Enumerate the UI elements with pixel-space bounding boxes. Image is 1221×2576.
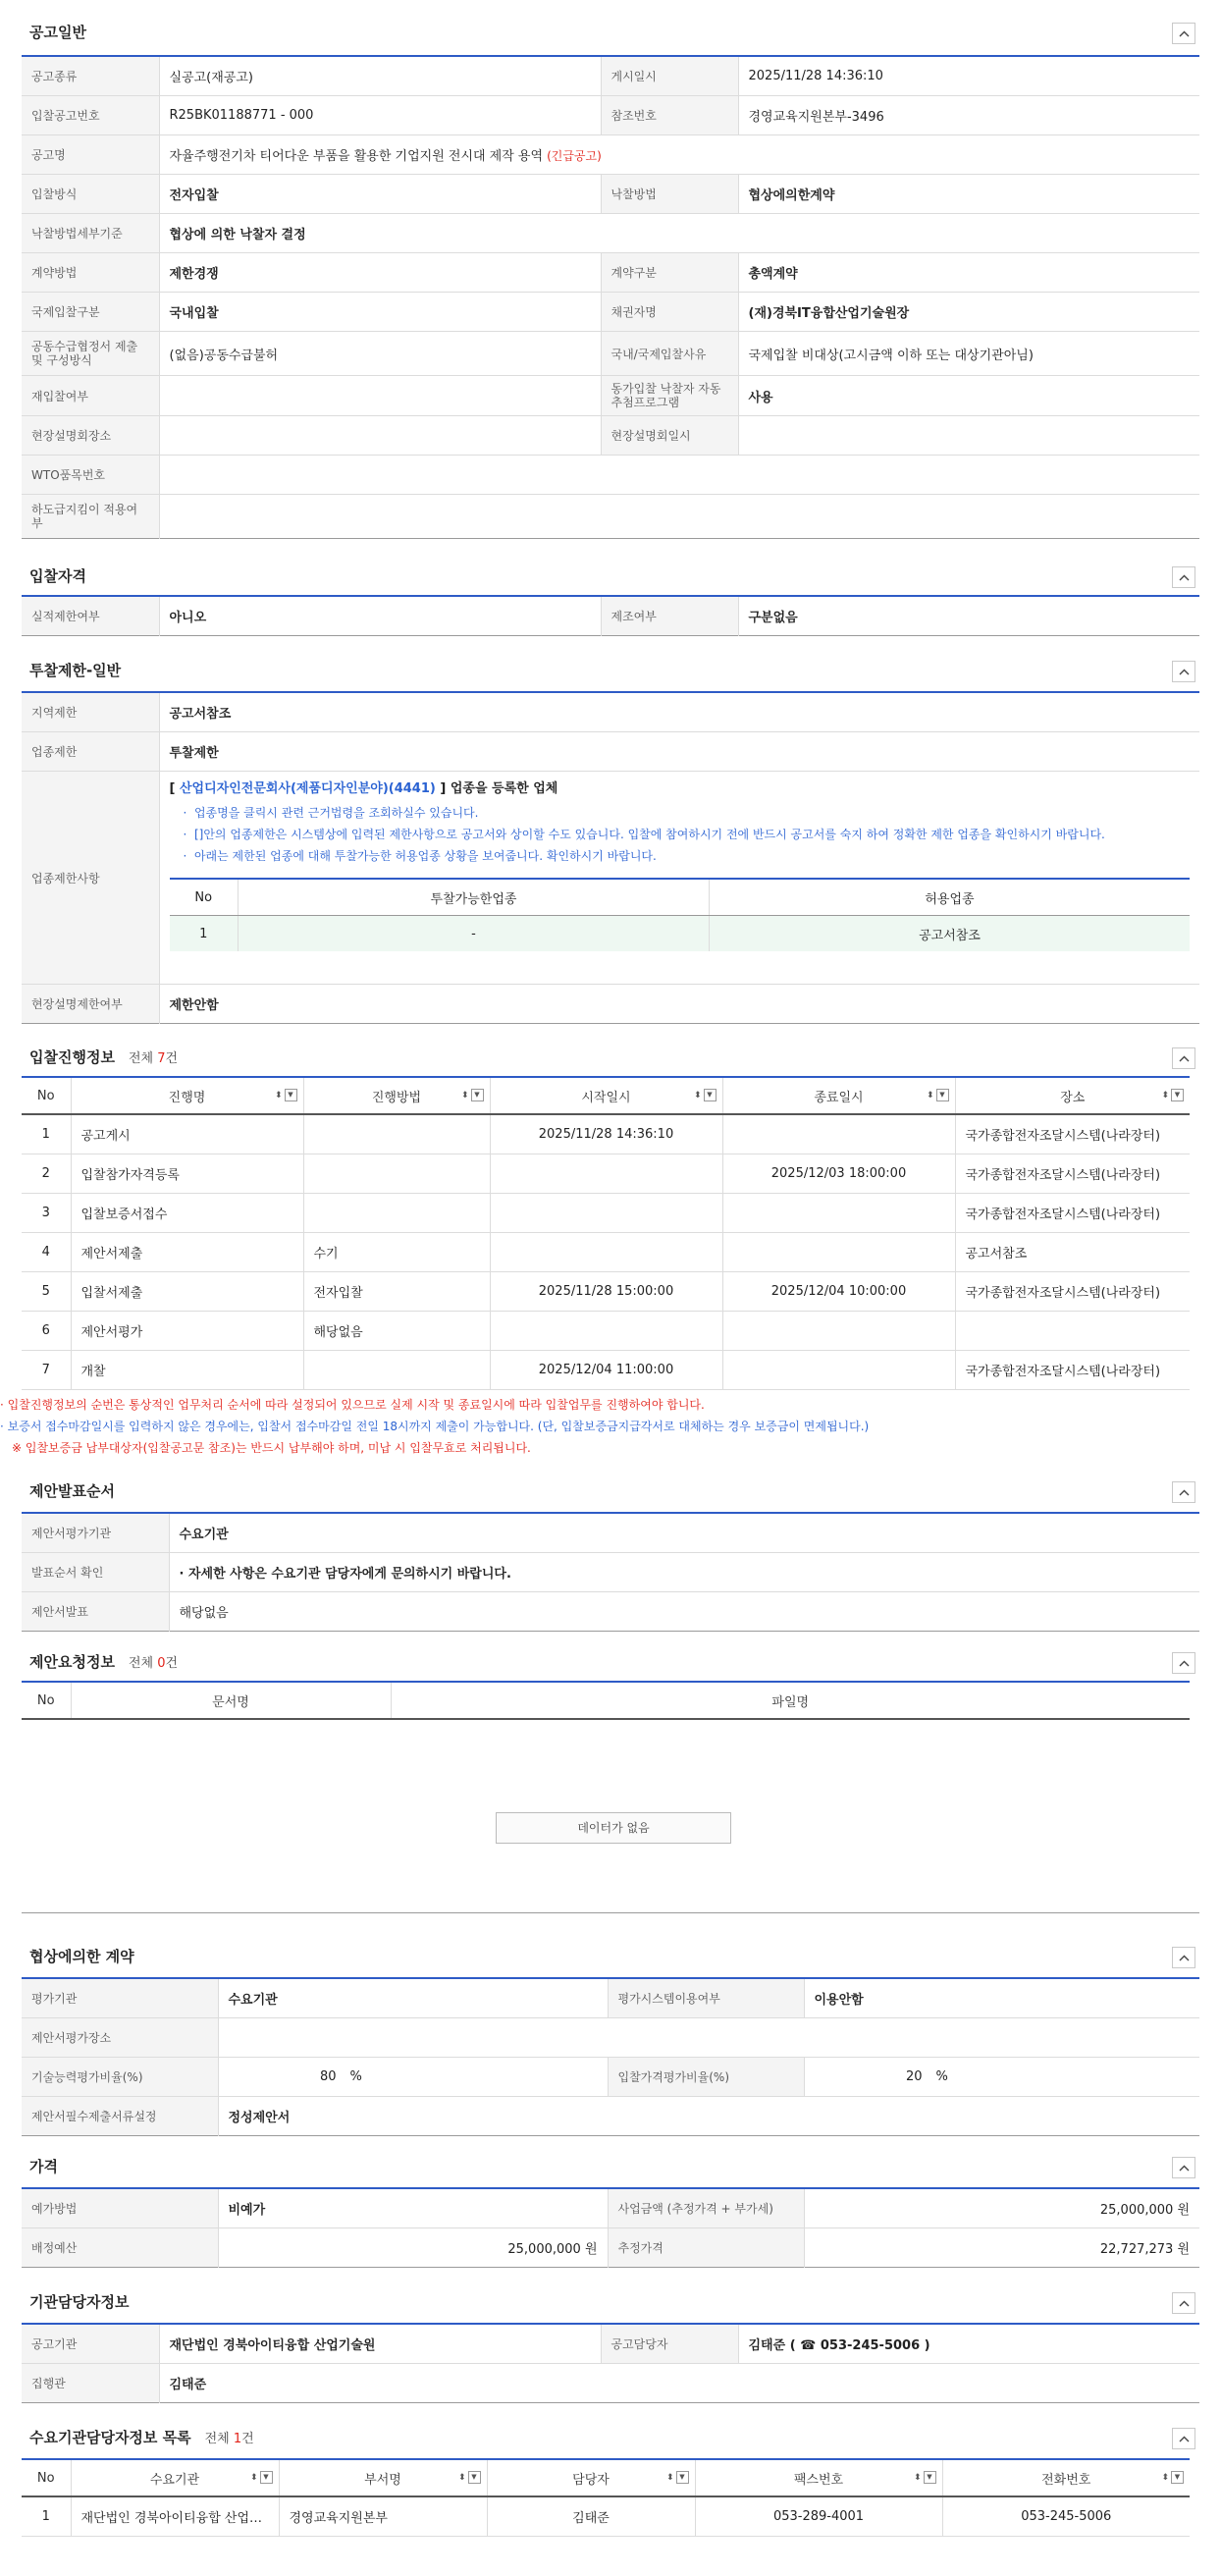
sort-control[interactable] <box>250 2471 273 2484</box>
cell <box>490 1194 722 1233</box>
section-restriction <box>22 652 1199 1025</box>
sort-icon[interactable]: ⬍ <box>457 2472 466 2483</box>
cell: 1 <box>22 1114 71 1154</box>
collapse-button[interactable] <box>1172 2157 1195 2178</box>
label: 제안서평가기관 <box>22 1513 169 1553</box>
value: 아니오 <box>159 596 601 636</box>
value: 투찰제한 <box>159 732 1199 772</box>
cell: 053-245-5006 <box>942 2496 1190 2537</box>
label: 발표순서 확인 <box>22 1553 169 1592</box>
collapse-button[interactable] <box>1172 2292 1195 2314</box>
label: 기술능력평가비율(%) <box>22 2058 218 2097</box>
cell: 제안서제출 <box>71 1233 303 1272</box>
count-number: 0 <box>157 1656 166 1671</box>
collapse-button[interactable] <box>1172 23 1195 44</box>
value: 공고서참조 <box>159 692 1199 732</box>
cell: 재단법인 경북아이티융합 산업… <box>71 2496 279 2537</box>
cell: 2025/12/04 11:00:00 <box>490 1351 722 1390</box>
cell <box>303 1351 490 1390</box>
cell: 2025/12/03 18:00:00 <box>722 1154 955 1194</box>
label: 사업금액 (추정가격 + 부가세) <box>608 2188 804 2228</box>
value: 협상에의한계약 <box>738 175 1199 214</box>
value: 제한경쟁 <box>159 253 601 293</box>
column-header-method[interactable] <box>303 1077 490 1114</box>
header-label: 진행명 <box>168 1090 206 1105</box>
industry-suffix: ] 업종을 등록한 업체 <box>435 781 558 796</box>
cell: 공고게시 <box>71 1114 303 1154</box>
value: 전자입찰 <box>159 175 601 214</box>
value: 정성제안서 <box>228 2111 291 2125</box>
chevron-up-icon <box>1179 30 1190 37</box>
value: (재)경북IT융합산업기술원장 <box>738 293 1199 332</box>
notice-name-text: 자율주행전기차 티어다운 부품을 활용한 기업지원 전시대 제작 용역 <box>169 149 544 164</box>
filter-dropdown-icon[interactable]: ▼ <box>936 1089 949 1101</box>
cell: 7 <box>22 1351 71 1390</box>
sort-control[interactable] <box>927 1089 949 1101</box>
column-header-name[interactable] <box>71 1077 303 1114</box>
count-suffix: 건 <box>165 1656 179 1671</box>
cell <box>303 1154 490 1194</box>
column-header-end[interactable] <box>722 1077 955 1114</box>
value: 재단법인 경북아이티융합 산업기술원 <box>159 2324 601 2364</box>
section-price <box>22 2148 1199 2266</box>
cell: 개찰 <box>71 1351 303 1390</box>
label: 평가시스템이용여부 <box>608 1978 804 2018</box>
table-row[interactable] <box>22 2496 1190 2537</box>
value: 경영교육지원본부-3496 <box>738 96 1199 135</box>
cell <box>490 1312 722 1351</box>
negotiation-table <box>22 1977 1199 2136</box>
label: 현장설명회일시 <box>601 416 738 456</box>
cell: 4 <box>22 1233 71 1272</box>
table-row[interactable] <box>22 1233 1190 1272</box>
header-label: 시작일시 <box>581 1090 631 1105</box>
column-header-no <box>22 2459 71 2496</box>
value <box>738 416 1199 456</box>
price-table <box>22 2187 1199 2268</box>
label: 업종제한 <box>22 732 159 772</box>
column-header-manager[interactable] <box>487 2459 695 2496</box>
sort-icon[interactable]: ⬍ <box>665 2472 674 2483</box>
column-header: No <box>22 1682 71 1719</box>
unit: % <box>935 2069 948 2084</box>
column-header: 투찰가능한업종 <box>239 879 710 916</box>
label: WTO품목번호 <box>22 456 159 495</box>
cell: 2025/11/28 14:36:10 <box>490 1114 722 1154</box>
cell <box>722 1114 955 1154</box>
cell: 전자입찰 <box>303 1272 490 1312</box>
notice-name <box>159 135 1199 175</box>
value: 총액계약 <box>738 253 1199 293</box>
chevron-up-icon <box>1179 669 1190 675</box>
cell: 국가종합전자조달시스템(나라장터) <box>955 1114 1190 1154</box>
label: 업종제한사항 <box>22 772 159 985</box>
value: 2025/11/28 14:36:10 <box>738 56 1199 96</box>
column-header-place[interactable] <box>955 1077 1190 1114</box>
cell: 2 <box>22 1154 71 1194</box>
header-label: 부서명 <box>364 2472 401 2488</box>
count-suffix: 건 <box>241 2432 254 2446</box>
value: R25BK01188771 - 000 <box>159 96 601 135</box>
label: 채권자명 <box>601 293 738 332</box>
allowed-industry-table <box>170 878 1191 951</box>
label: 제조여부 <box>601 596 738 636</box>
label: 낙찰방법세부기준 <box>22 214 159 253</box>
cell: 국가종합전자조달시스템(나라장터) <box>955 1272 1190 1312</box>
cell <box>490 1233 722 1272</box>
cell: 053-289-4001 <box>695 2496 942 2537</box>
sort-icon[interactable]: ⬍ <box>460 1090 469 1100</box>
price-ratio-value: 20 <box>905 2069 923 2084</box>
cell: 해당없음 <box>303 1312 490 1351</box>
chevron-up-icon <box>1179 1955 1190 1961</box>
label: 현장설명제한여부 <box>22 985 159 1024</box>
filter-dropdown-icon[interactable]: ▼ <box>704 1089 717 1101</box>
label: 게시일시 <box>601 56 738 96</box>
label: 공고기관 <box>22 2324 159 2364</box>
cell: 경영교육지원본부 <box>279 2496 487 2537</box>
value: · 자세한 사항은 수요기관 담당자에게 문의하시기 바랍니다. <box>169 1553 1199 1592</box>
cell: 2025/12/04 10:00:00 <box>722 1272 955 1312</box>
sort-icon[interactable]: ⬍ <box>913 2472 922 2483</box>
cell: 입찰참가자격등록 <box>71 1154 303 1194</box>
collapse-button[interactable] <box>1172 566 1195 588</box>
cell: 공고서참조 <box>955 1233 1190 1272</box>
industry-detail <box>159 772 1199 985</box>
sort-control[interactable] <box>461 1089 484 1101</box>
section-proposal-request <box>22 1643 1199 1914</box>
title-text: 입찰진행정보 <box>29 1048 115 1066</box>
label: 집행관 <box>22 2364 159 2403</box>
label: 국제입찰구분 <box>22 293 159 332</box>
count-prefix: 전체 <box>128 1656 158 1671</box>
note-text: []안의 업종제한은 시스템상에 입력된 제한사항으로 공고서와 상이할 수도 있습니다. 입찰에 참여하시기 전에 반드시 공고서를 숙지 하여 정확한 제한 업종을 확인하시기 바랍니다. <box>193 828 1105 841</box>
table-row[interactable] <box>22 1194 1190 1233</box>
header-label: No <box>36 1088 55 1103</box>
urgent-badge: (긴급공고) <box>547 149 602 163</box>
value <box>159 416 601 456</box>
sort-control[interactable] <box>1161 1089 1184 1101</box>
column-header: 파일명 <box>391 1682 1190 1719</box>
restriction-table <box>22 691 1199 1024</box>
sort-control[interactable] <box>914 2471 936 2484</box>
label: 계약구분 <box>601 253 738 293</box>
value: 국제입찰 비대상(고시금액 이하 또는 대상기관아님) <box>738 332 1199 376</box>
industry-notes <box>170 804 1191 864</box>
sort-icon[interactable]: ⬍ <box>249 2472 258 2483</box>
section-title <box>29 1651 178 1672</box>
empty-state: 데이터가 없음 <box>496 1812 731 1844</box>
label: 참조번호 <box>601 96 738 135</box>
section-negotiation <box>22 1938 1199 2134</box>
label: 제안서발표 <box>22 1592 169 1632</box>
note-text: 아래는 제한된 업종에 대해 투찰가능한 허용업종 상황을 보여줍니다. 확인하시기 바랍니다. <box>193 849 657 863</box>
collapse-button[interactable] <box>1172 1481 1195 1503</box>
section-title <box>29 1046 178 1067</box>
column-header-phone[interactable] <box>942 2459 1190 2496</box>
header-label: 종료일시 <box>814 1090 864 1105</box>
table-row[interactable] <box>22 1351 1190 1390</box>
filter-dropdown-icon[interactable]: ▼ <box>924 2471 936 2484</box>
section-title: 가격 <box>29 2158 58 2175</box>
sort-icon[interactable]: ⬍ <box>274 1090 283 1100</box>
count-prefix: 전체 <box>128 1051 158 1066</box>
proposal-order-table <box>22 1512 1199 1632</box>
column-header: 문서명 <box>71 1682 391 1719</box>
section-progress <box>0 1039 1199 1471</box>
section-qualification <box>22 558 1199 636</box>
label: 제안서평가장소 <box>22 2018 218 2058</box>
column-header-no <box>22 1077 71 1114</box>
agency-table <box>22 2323 1199 2403</box>
sort-control[interactable] <box>1161 2471 1184 2484</box>
label: 공동수급협정서 제출 및 구성방식 <box>22 332 159 376</box>
collapse-button[interactable] <box>1172 1652 1195 1674</box>
progress-note: · 보증서 접수마감일시를 입력하지 않은 경우에는, 입찰서 접수마감일 전일 18시까지 제출이 가능합니다. (단, 입찰보증금지급각서로 대체하는 경우 보증금이 면제됩니다.) <box>0 1420 870 1433</box>
column-header: No <box>170 879 239 916</box>
label: 평가기관 <box>22 1978 218 2018</box>
list-item: · []안의 업종제한은 시스템상에 입력된 제한사항으로 공고서와 상이할 수도 있습니다. 입찰에 참여하시기 전에 반드시 공고서를 숙지 하여 정확한 제한 업종을 확인하시기 바랍니다. <box>183 828 1105 841</box>
chevron-up-icon <box>1179 574 1190 581</box>
cell: 6 <box>22 1312 71 1351</box>
header-label: 전화번호 <box>1041 2472 1091 2488</box>
label: 추정가격 <box>608 2228 804 2268</box>
cell <box>722 1312 955 1351</box>
label: 공고종류 <box>22 56 159 96</box>
section-title: 제안발표순서 <box>29 1482 115 1500</box>
value: 수요기관 <box>218 1978 608 2018</box>
value: (없음)공동수급불허 <box>159 332 601 376</box>
header-label: 팩스번호 <box>793 2472 844 2488</box>
column-header-start[interactable] <box>490 1077 722 1114</box>
table-row[interactable] <box>22 1312 1190 1351</box>
value <box>159 495 1199 539</box>
label: 동가입찰 낙찰자 자동추첨프로그램 <box>601 376 738 416</box>
column-header-dept[interactable] <box>279 2459 487 2496</box>
section-title: 협상에의한 계약 <box>29 1948 134 1965</box>
value: 22,727,273 원 <box>1099 2242 1190 2257</box>
divider <box>22 1912 1199 1913</box>
sort-control[interactable] <box>275 1089 297 1101</box>
progress-note: · 입찰진행정보의 순번은 통상적인 업무처리 순서에 따라 설정되어 있으므로 실제 시작 및 종료일시에 따라 입찰업무를 진행하여야 합니다. <box>0 1398 705 1412</box>
filter-dropdown-icon[interactable]: ▼ <box>676 2471 689 2484</box>
cell <box>303 1114 490 1154</box>
chevron-up-icon <box>1179 2300 1190 2307</box>
table-row[interactable] <box>22 1114 1190 1154</box>
label: 공고담당자 <box>601 2324 738 2364</box>
section-proposal-order <box>22 1473 1199 1630</box>
progress-grid <box>22 1076 1190 1390</box>
chevron-up-icon <box>1179 2436 1190 2442</box>
count <box>129 1051 178 1066</box>
tech-ratio-value: 80 <box>319 2069 337 2084</box>
value: 김태준 <box>169 2378 207 2392</box>
label: 예가방법 <box>22 2188 218 2228</box>
sort-icon[interactable]: ⬍ <box>926 1090 934 1100</box>
column-header: 허용업종 <box>710 879 1191 916</box>
note-text: 업종명을 클릭시 관련 근거법령을 조회하실수 있습니다. <box>193 806 479 820</box>
list-item: · 업종명을 클릭시 관련 근거법령을 조회하실수 있습니다. <box>183 806 479 820</box>
cell <box>722 1194 955 1233</box>
chevron-up-icon <box>1179 1489 1190 1496</box>
value: 협상에 의한 낙찰자 결정 <box>159 214 1199 253</box>
collapse-button[interactable] <box>1172 2428 1195 2449</box>
filter-dropdown-icon[interactable]: ▼ <box>1171 1089 1184 1101</box>
label: 입찰공고번호 <box>22 96 159 135</box>
section-title: 공고일반 <box>29 24 86 41</box>
cell: 입찰서제출 <box>71 1272 303 1312</box>
label: 실적제한여부 <box>22 596 159 636</box>
value: 25,000,000 원 <box>218 2228 608 2268</box>
list-item: · 아래는 제한된 업종에 대해 투찰가능한 허용업종 상황을 보여줍니다. 확인하시기 바랍니다. <box>183 849 657 863</box>
collapse-button[interactable] <box>1172 661 1195 682</box>
label: 입찰가격평가비율(%) <box>608 2058 804 2097</box>
value: 국내입찰 <box>159 293 601 332</box>
table-row[interactable] <box>22 1272 1190 1312</box>
label: 배정예산 <box>22 2228 218 2268</box>
value: 김태준 ( ☎ 053-245-5006 ) <box>738 2324 1199 2364</box>
value: 해당없음 <box>179 1606 229 1621</box>
qualification-table <box>22 595 1199 636</box>
section-general <box>22 14 1199 544</box>
sort-icon[interactable]: ⬍ <box>1161 2472 1169 2483</box>
general-table <box>22 55 1199 539</box>
cell: 5 <box>22 1272 71 1312</box>
label: 하도급지킴이 적용여부 <box>22 495 159 539</box>
cell: 1 <box>170 916 239 952</box>
label: 제안서필수제출서류설정 <box>22 2097 218 2136</box>
label: 지역제한 <box>22 692 159 732</box>
cell: 국가종합전자조달시스템(나라장터) <box>955 1194 1190 1233</box>
value: 제한안함 <box>169 998 219 1013</box>
cell: 3 <box>22 1194 71 1233</box>
value: 사용 <box>738 376 1199 416</box>
sort-icon[interactable]: ⬍ <box>1161 1090 1169 1100</box>
cell: 1 <box>22 2496 71 2537</box>
sort-control[interactable] <box>666 2471 689 2484</box>
sort-control[interactable] <box>458 2471 481 2484</box>
label: 공고명 <box>22 135 159 175</box>
count-suffix: 건 <box>165 1051 179 1066</box>
cell: 수기 <box>303 1233 490 1272</box>
value: 이용안함 <box>804 1978 1199 2018</box>
filter-dropdown-icon[interactable]: ▼ <box>1171 2471 1184 2484</box>
value: 비예가 <box>218 2188 608 2228</box>
chevron-up-icon <box>1179 1055 1190 1062</box>
header-label: 진행방법 <box>371 1090 422 1105</box>
column-header-fax[interactable] <box>695 2459 942 2496</box>
column-header-org[interactable] <box>71 2459 279 2496</box>
collapse-button[interactable] <box>1172 1047 1195 1069</box>
count-number: 7 <box>157 1051 166 1066</box>
cell: 국가종합전자조달시스템(나라장터) <box>955 1154 1190 1194</box>
header-label: 담당자 <box>572 2472 610 2488</box>
industry-link[interactable]: 산업디자인전문회사(제품디자인분야)(4441) <box>179 781 436 796</box>
section-title: 기관담당자정보 <box>29 2293 130 2311</box>
cell <box>722 1351 955 1390</box>
table-row[interactable] <box>22 1154 1190 1194</box>
bracket: [ <box>169 781 180 796</box>
value: 수요기관 <box>169 1513 1199 1553</box>
price-ratio <box>804 2058 1199 2097</box>
count-prefix: 전체 <box>204 2432 234 2446</box>
sort-icon[interactable]: ⬍ <box>693 1090 702 1100</box>
filter-dropdown-icon[interactable]: ▼ <box>468 2471 481 2484</box>
progress-note: ※ 입찰보증금 납부대상자(입찰공고문 참조)는 반드시 납부해야 하며, 미납 시 입찰무효로 처리됩니다. <box>12 1441 531 1455</box>
cell <box>490 1154 722 1194</box>
filter-dropdown-icon[interactable]: ▼ <box>471 1089 484 1101</box>
cell: 2025/11/28 15:00:00 <box>490 1272 722 1312</box>
cell <box>303 1194 490 1233</box>
label: 낙찰방법 <box>601 175 738 214</box>
title-text: 수요기관담당자정보 목록 <box>29 2429 191 2446</box>
cell: 국가종합전자조달시스템(나라장터) <box>955 1351 1190 1390</box>
header-label: No <box>36 2470 55 2486</box>
filter-dropdown-icon[interactable]: ▼ <box>285 1089 297 1101</box>
cell: 입찰보증서접수 <box>71 1194 303 1233</box>
label: 재입찰여부 <box>22 376 159 416</box>
industry-line <box>170 778 1191 796</box>
value: 구분없음 <box>748 611 798 625</box>
header-label: 수요기관 <box>149 2472 200 2488</box>
header-label: 장소 <box>1060 1090 1086 1105</box>
label: 국내/국제입찰사유 <box>601 332 738 376</box>
cell: 공고서참조 <box>710 916 1191 952</box>
section-title <box>29 2427 254 2447</box>
label: 현장설명회장소 <box>22 416 159 456</box>
section-title: 투찰제한-일반 <box>29 662 122 679</box>
table-row <box>170 916 1191 952</box>
cell <box>722 1233 955 1272</box>
filter-dropdown-icon[interactable]: ▼ <box>260 2471 273 2484</box>
value <box>218 2018 1199 2058</box>
proposal-request-grid <box>22 1681 1190 1720</box>
count <box>205 2432 254 2446</box>
sort-control[interactable] <box>694 1089 717 1101</box>
label: 계약방법 <box>22 253 159 293</box>
count-number: 1 <box>233 2432 242 2446</box>
value <box>159 376 601 416</box>
section-demand <box>22 2419 1199 2556</box>
collapse-button[interactable] <box>1172 1947 1195 1968</box>
value: 25,000,000 원 <box>804 2188 1199 2228</box>
chevron-up-icon <box>1179 1660 1190 1667</box>
count <box>129 1656 178 1671</box>
cell <box>955 1312 1190 1351</box>
chevron-up-icon <box>1179 2165 1190 2172</box>
tech-ratio <box>218 2058 608 2097</box>
label: 입찰방식 <box>22 175 159 214</box>
value: 실공고(재공고) <box>159 56 601 96</box>
title-text: 제안요청정보 <box>29 1653 115 1671</box>
cell: - <box>239 916 710 952</box>
value <box>159 456 1199 495</box>
section-title: 입찰자격 <box>29 567 86 585</box>
unit: % <box>349 2069 362 2084</box>
section-agency <box>22 2283 1199 2401</box>
cell: 제안서평가 <box>71 1312 303 1351</box>
cell: 김태준 <box>487 2496 695 2537</box>
demand-grid <box>22 2458 1190 2537</box>
